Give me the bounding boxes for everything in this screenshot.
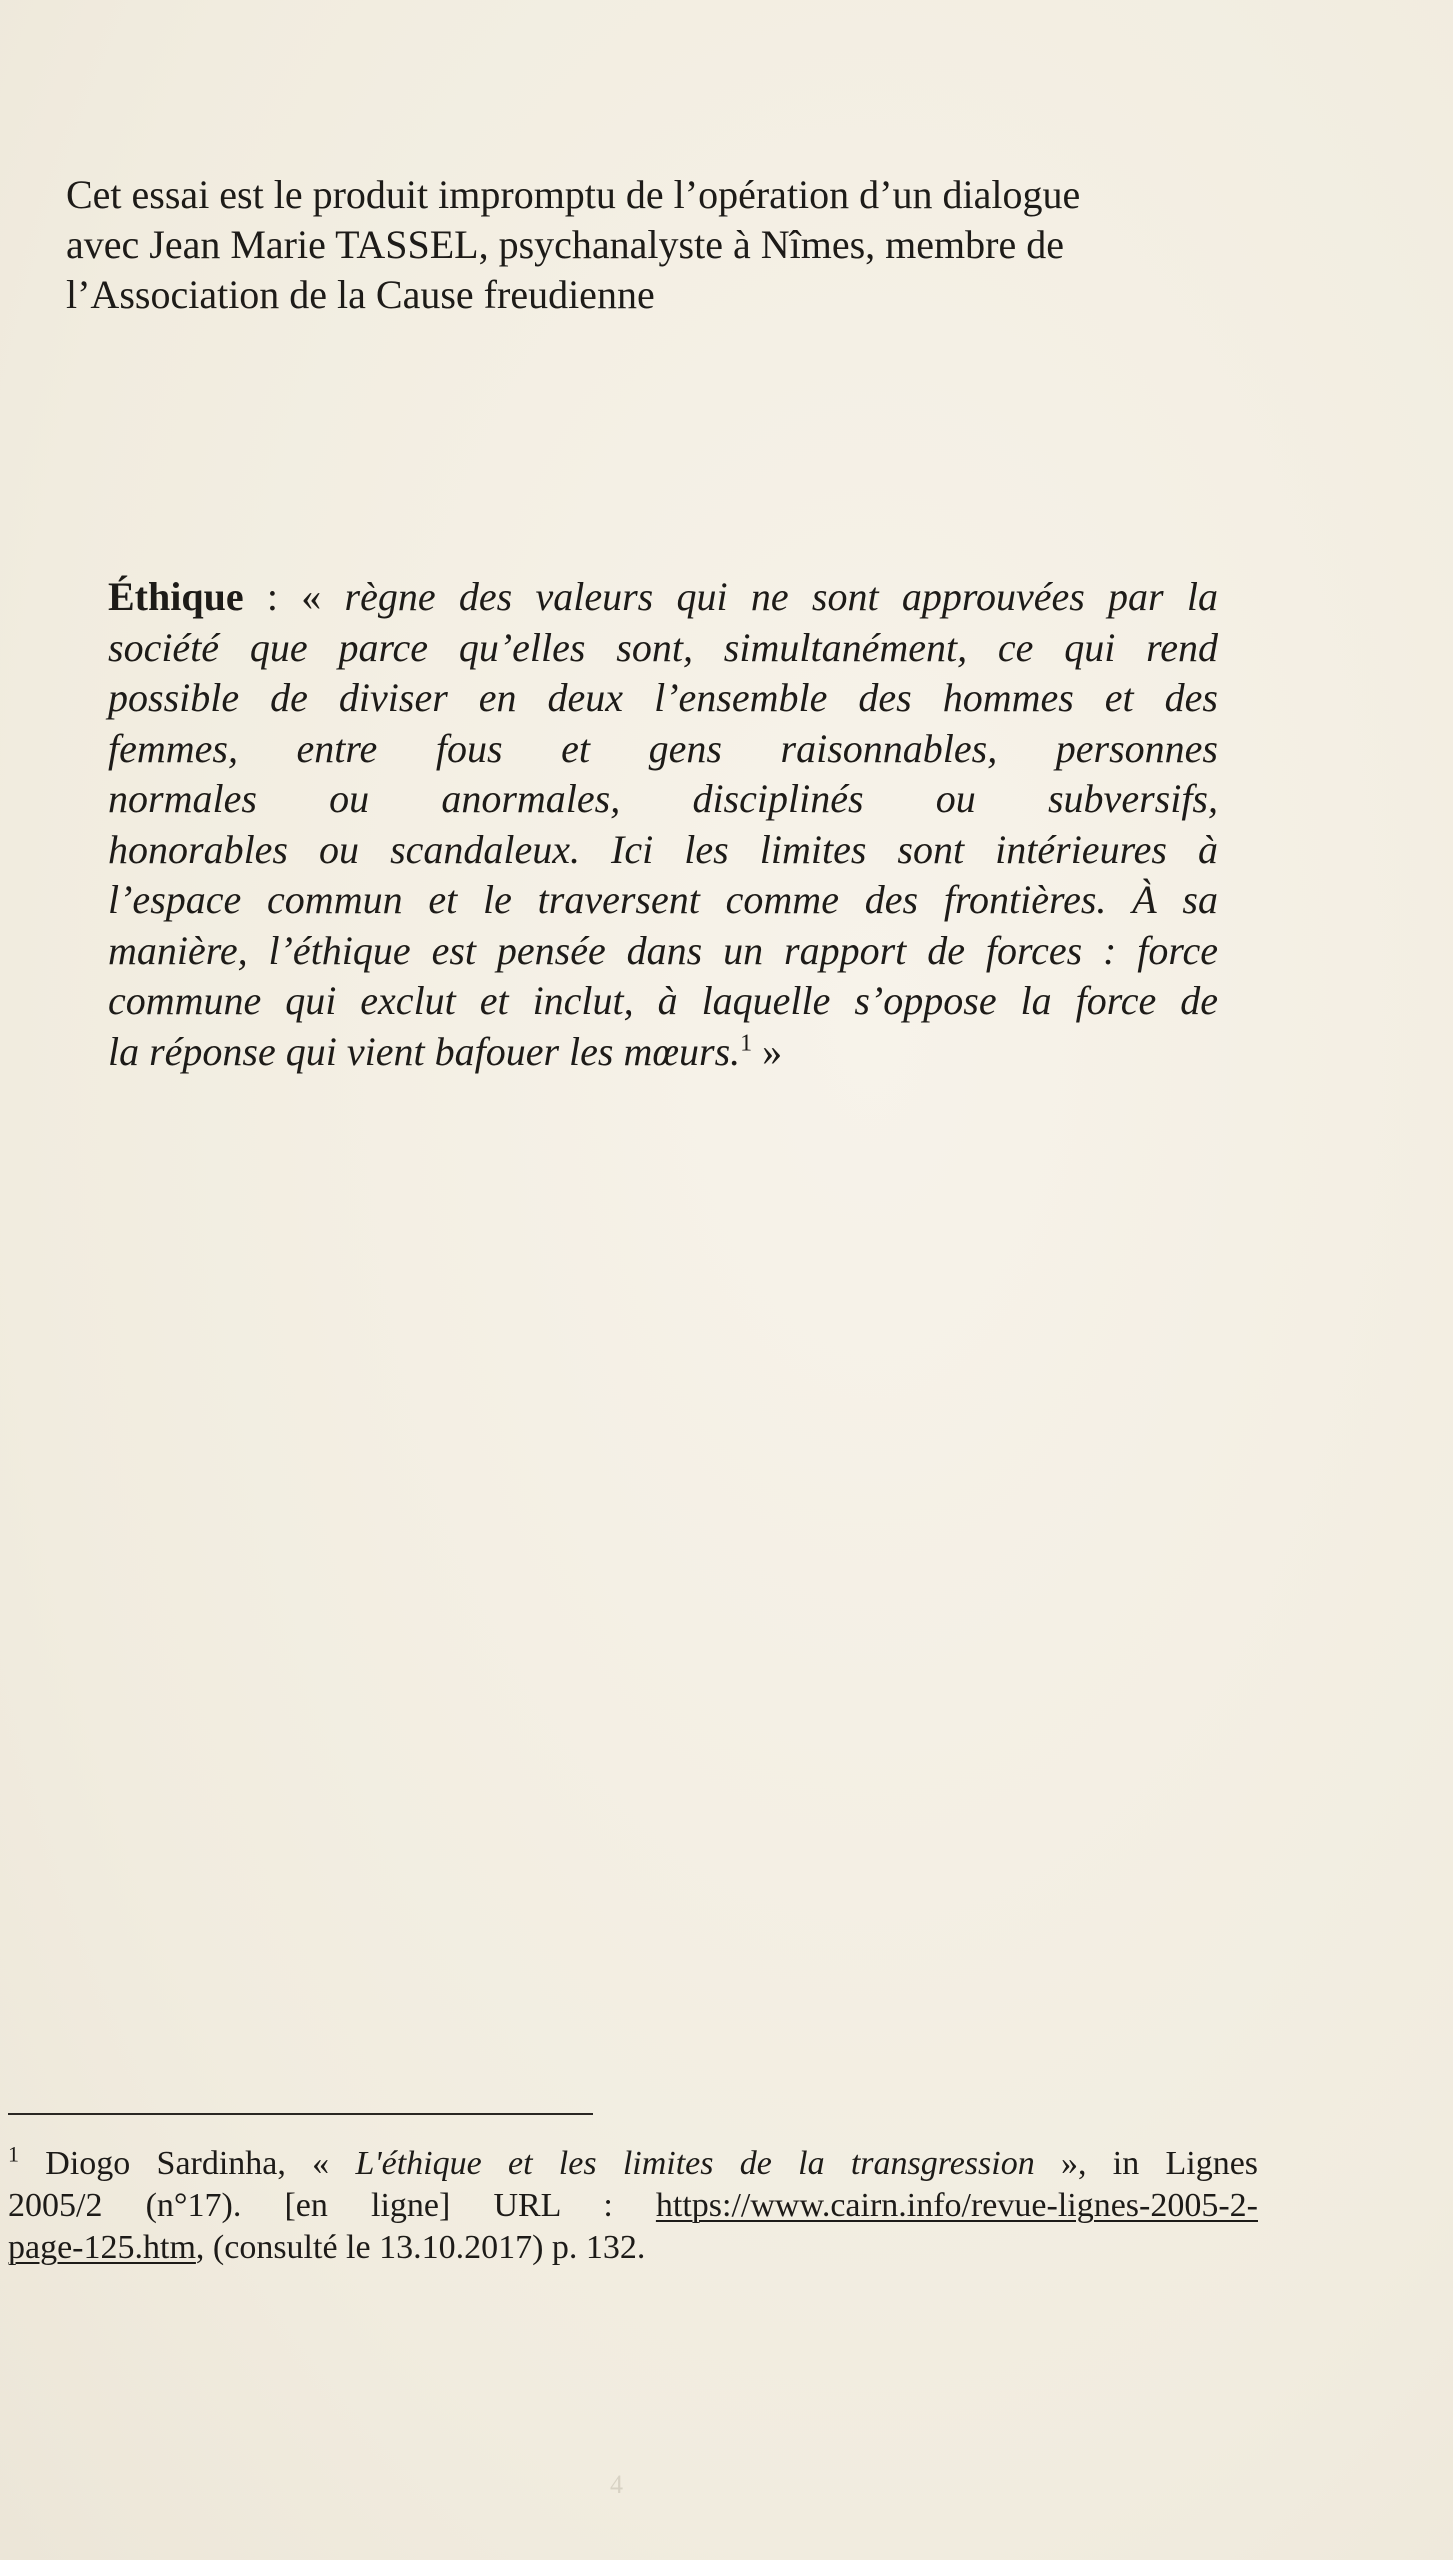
quote-line: femmes, entre fous et gens raisonnables, personnes	[108, 725, 1218, 771]
quote-line	[108, 572, 1218, 623]
footnote-separator	[8, 2113, 593, 2115]
quote-line: normales ou anormales, disciplinés ou subversifs,	[108, 776, 1218, 821]
page-number: 4	[610, 2470, 623, 2499]
quote-line: commune qui exclut et inclut, à laquelle s’oppose la force de	[108, 978, 1218, 1023]
quote-closing: »	[752, 1028, 783, 1074]
quote-heading-separator: : «	[243, 574, 345, 619]
footnote-consulted: , (consulté le 13.10.2017) p. 132.	[195, 2229, 646, 2266]
quote-line: possible de diviser en deux l’ensemble des hommes et des	[108, 675, 1218, 720]
footnote-line	[8, 2185, 1258, 2227]
ethics-quote	[108, 572, 1218, 1077]
quote-text: la réponse qui vient bafouer les mœurs.	[108, 1028, 741, 1074]
quote-text: règne des valeurs qui ne sont approuvées par la	[344, 574, 1218, 619]
quote-line	[108, 1027, 1218, 1078]
quote-line: honorables ou scandaleux. Ici les limites sont intérieures à	[108, 826, 1218, 872]
footnote-line	[8, 2143, 1258, 2185]
quote-line: manière, l’éthique est pensée dans un rapport de forces : force	[108, 927, 1218, 973]
footnote-author: Diogo Sardinha, «	[19, 2145, 356, 2182]
footnote	[8, 2143, 1258, 2269]
intro-line: avec Jean Marie TASSEL, psychanalyste à Nîmes, membre de	[66, 222, 1064, 267]
quote-heading: Éthique	[108, 574, 244, 619]
intro-paragraph	[66, 170, 1246, 320]
quote-line: l’espace commun et le traversent comme des frontières. À sa	[108, 877, 1218, 922]
footnote-number: 1	[8, 2141, 19, 2167]
footnote-issue: 2005/2 (n°17). [en ligne] URL :	[8, 2187, 656, 2224]
footnote-source: », in Lignes	[1034, 2145, 1259, 2182]
intro-line: Cet essai est le produit impromptu de l’opération d’un dialogue	[66, 172, 1081, 217]
intro-line: l’Association de la Cause freudienne	[66, 272, 655, 317]
footnote-line	[8, 2227, 1258, 2269]
footnote-url-link[interactable]: page-125.htm	[8, 2229, 196, 2266]
footnote-url-link[interactable]: https://www.cairn.info/revue-lignes-2005-2-	[655, 2187, 1258, 2224]
footnote-reference[interactable]: 1	[740, 1030, 753, 1057]
quote-line: société que parce qu’elles sont, simultanément, ce qui rend	[108, 624, 1218, 670]
footnote-title: L'éthique et les limites de la transgression	[355, 2145, 1035, 2182]
